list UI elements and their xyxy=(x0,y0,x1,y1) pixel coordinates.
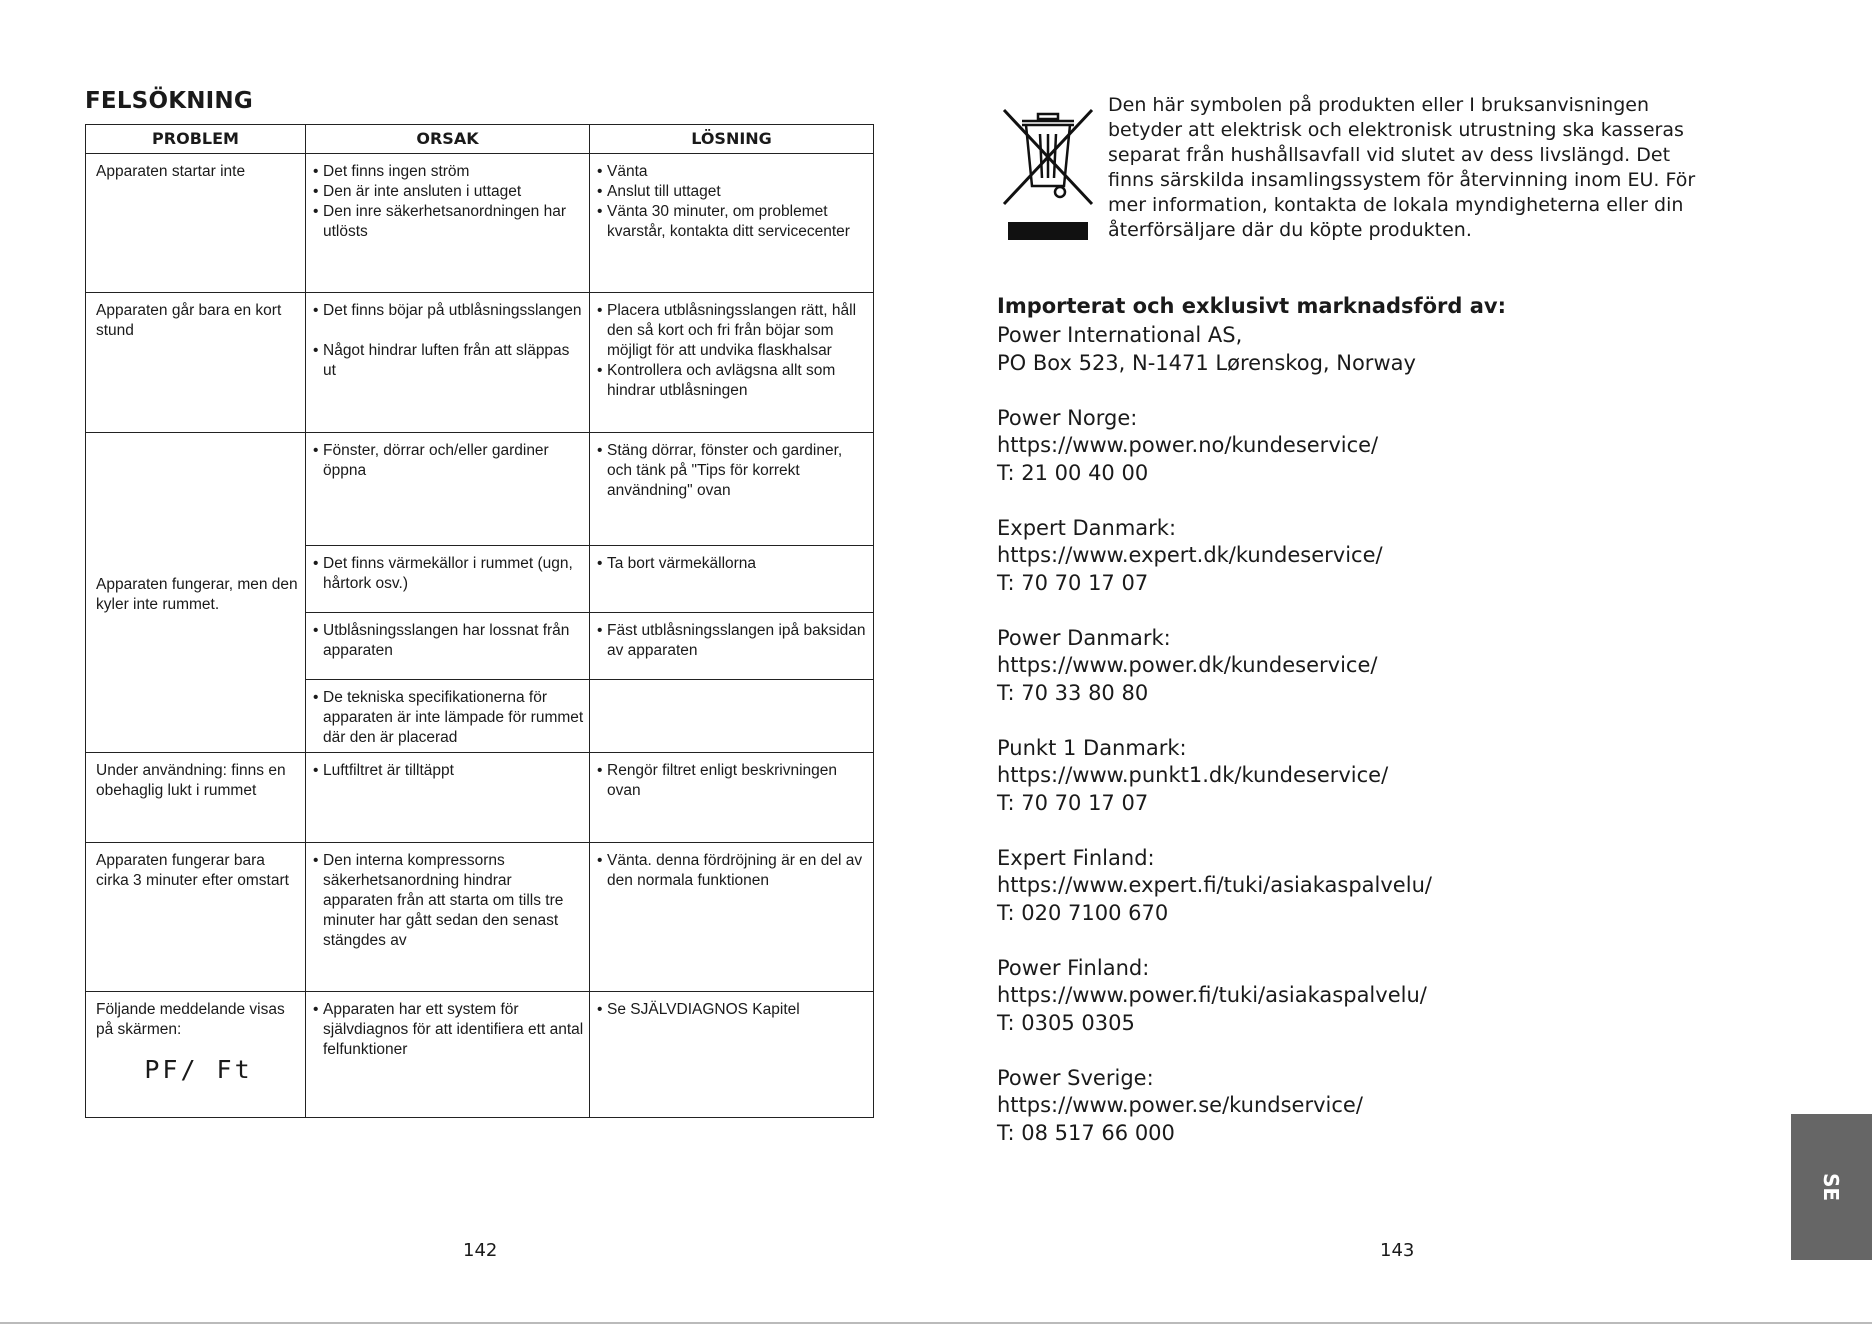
list-item: • Det finns värmekällor i rummet (ugn, hårtork osv.) xyxy=(310,554,585,594)
cause-cell xyxy=(306,546,590,613)
weee-disposal-notice: Den här symbolen på produkten eller I bruksanvisningen betyder att elektrisk och elektronisk utrustning ska kasseras separat från hushållsavfall vid slutet av dess livslängd. Det finns särskilda insamlingssystem för återvinning inom EU. För mer information, kontakta de lokala myndigheterna eller din återförsäljare där du köpte produkten. xyxy=(1108,94,1696,241)
contact-url[interactable]: https://www.punkt1.dk/kundeservice/ xyxy=(997,763,1389,787)
cause-list xyxy=(310,554,585,594)
list-item: • Fäst utblåsningsslangen ipå baksidan av apparaten xyxy=(594,621,869,661)
cause-cell xyxy=(306,154,590,293)
cause-cell xyxy=(306,680,590,753)
contact-power-sverige xyxy=(997,1065,1432,1148)
crossed-out-wheelie-bin-icon xyxy=(1000,106,1096,242)
contact-power-norge xyxy=(997,405,1432,488)
importer-address xyxy=(997,322,1432,377)
list-item: • Stäng dörrar, fönster och gardiner, och tänk på "Tips för korrekt användning" ovan xyxy=(594,441,869,501)
solution-list xyxy=(594,441,869,501)
contact-name: Power Sverige: xyxy=(997,1065,1154,1090)
table-row xyxy=(86,843,874,992)
list-item: • Se SJÄLVDIAGNOS Kapitel xyxy=(594,1000,869,1020)
troubleshooting-table xyxy=(85,124,874,1118)
contact-name: Expert Danmark: xyxy=(997,515,1177,540)
solution-list xyxy=(594,1000,869,1020)
contact-phone: T: 21 00 40 00 xyxy=(997,460,1149,485)
language-tab xyxy=(1791,1114,1872,1260)
cause-cell xyxy=(306,843,590,992)
header-solution: LÖSNING xyxy=(590,125,874,154)
problem-text: Under användning: finns en obehaglig lukt i rummet xyxy=(96,762,286,799)
solution-list xyxy=(594,301,869,401)
importer-heading: Importerat och exklusivt marknadsförd av: xyxy=(997,294,1506,318)
contact-block xyxy=(997,322,1432,1175)
contact-url[interactable]: https://www.power.se/kundservice/ xyxy=(997,1093,1363,1117)
cause-cell xyxy=(306,613,590,680)
header-problem: PROBLEM xyxy=(86,125,306,154)
cause-cell xyxy=(306,753,590,843)
table-row xyxy=(86,433,874,546)
problem-cell xyxy=(86,992,306,1118)
list-item: • De tekniska specifikationerna för apparaten är inte lämpade för rummet där den är placerad xyxy=(310,688,585,748)
list-item: • Den är inte ansluten i uttaget xyxy=(310,182,585,202)
list-item: • Ta bort värmekällorna xyxy=(594,554,869,574)
contact-url[interactable]: https://www.power.dk/kundeservice/ xyxy=(997,653,1378,677)
cause-list xyxy=(310,621,585,661)
list-item: • Vänta 30 minuter, om problemet kvarstår, kontakta ditt servicecenter xyxy=(594,202,869,242)
error-display-code: PF/ Ft xyxy=(144,1055,253,1084)
solution-cell xyxy=(590,992,874,1118)
cause-list xyxy=(310,301,585,381)
contact-power-danmark xyxy=(997,625,1432,708)
contact-phone: T: 0305 0305 xyxy=(997,1010,1135,1035)
solution-list xyxy=(594,851,869,891)
page-number: 143 xyxy=(1380,1240,1415,1261)
list-item: • Apparaten har ett system för självdiagnos för att identifiera ett antal felfunktioner xyxy=(310,1000,585,1060)
problem-text: Apparaten startar inte xyxy=(96,163,246,180)
importer-name: Power International AS, xyxy=(997,323,1243,347)
solution-list xyxy=(594,621,869,661)
contact-name: Punkt 1 Danmark: xyxy=(997,735,1187,760)
cause-list xyxy=(310,441,585,481)
solution-cell xyxy=(590,293,874,433)
list-item: • Luftfiltret är tilltäppt xyxy=(310,761,585,781)
solution-cell xyxy=(590,613,874,680)
page-number: 142 xyxy=(463,1240,498,1261)
cause-cell xyxy=(306,433,590,546)
contact-name: Expert Finland: xyxy=(997,845,1155,870)
solution-cell xyxy=(590,680,874,753)
problem-cell xyxy=(86,843,306,992)
contact-phone: T: 08 517 66 000 xyxy=(997,1120,1175,1145)
problem-text: Apparaten fungerar, men den kyler inte rummet. xyxy=(96,575,298,613)
list-item: • Fönster, dörrar och/eller gardiner öppna xyxy=(310,441,585,481)
solution-cell xyxy=(590,843,874,992)
list-item: • Utblåsningsslangen har lossnat från apparaten xyxy=(310,621,585,661)
list-item: • Något hindrar luften från att släppas ut xyxy=(310,341,585,381)
list-item: • Vänta xyxy=(594,162,869,182)
cause-list xyxy=(310,1000,585,1060)
contact-url[interactable]: https://www.expert.dk/kundeservice/ xyxy=(997,543,1383,567)
table-row xyxy=(86,154,874,293)
problem-cell xyxy=(86,293,306,433)
section-title: FELSÖKNING xyxy=(85,88,253,114)
list-item: • Det finns ingen ström xyxy=(310,162,585,182)
contact-name: Power Norge: xyxy=(997,405,1138,430)
right-page xyxy=(936,0,1872,1324)
importer-street: PO Box 523, N-1471 Lørenskog, Norway xyxy=(997,350,1416,375)
problem-text: Följande meddelande visas på skärmen: xyxy=(96,1001,285,1038)
contact-name: Power Danmark: xyxy=(997,625,1171,650)
table-row xyxy=(86,992,874,1118)
solution-cell xyxy=(590,546,874,613)
cause-list xyxy=(310,851,585,951)
cause-cell xyxy=(306,992,590,1118)
cause-list xyxy=(310,688,585,748)
cause-list xyxy=(310,761,585,781)
list-item: • Den inre säkerhetsanordningen har utlösts xyxy=(310,202,585,242)
contact-phone: T: 70 33 80 80 xyxy=(997,680,1149,705)
contact-url[interactable]: https://www.power.no/kundeservice/ xyxy=(997,433,1379,457)
list-item: • Anslut till uttaget xyxy=(594,182,869,202)
cause-list xyxy=(310,162,585,242)
contact-phone: T: 020 7100 670 xyxy=(997,900,1169,925)
language-tab-label: SE xyxy=(1819,1172,1844,1202)
cause-cell xyxy=(306,293,590,433)
contact-phone: T: 70 70 17 07 xyxy=(997,790,1149,815)
list-item: • Den interna kompressorns säkerhetsanordning hindrar apparaten från att starta om tills tre minuter har gått sedan den senast stängdes av xyxy=(310,851,585,951)
contact-punkt1-danmark xyxy=(997,735,1432,818)
contact-expert-danmark xyxy=(997,515,1432,598)
list-item: • Rengör filtret enligt beskrivningen ovan xyxy=(594,761,869,801)
solution-cell xyxy=(590,433,874,546)
problem-text: Apparaten går bara en kort stund xyxy=(96,302,282,339)
contact-power-finland xyxy=(997,955,1432,1038)
table-row xyxy=(86,753,874,843)
list-item: • Placera utblåsningsslangen rätt, håll den så kort och fri från böjar som möjligt för att undvika flaskhalsar xyxy=(594,301,869,361)
contact-phone: T: 70 70 17 07 xyxy=(997,570,1149,595)
list-item: • Det finns böjar på utblåsningsslangen xyxy=(310,301,585,321)
solution-list xyxy=(594,761,869,801)
table-row xyxy=(86,293,874,433)
list-item: • Vänta. denna fördröjning är en del av den normala funktionen xyxy=(594,851,869,891)
solution-cell xyxy=(590,753,874,843)
header-cause: ORSAK xyxy=(306,125,590,154)
contact-url[interactable]: https://www.power.fi/tuki/asiakaspalvelu/ xyxy=(997,983,1427,1007)
list-item: • Kontrollera och avlägsna allt som hindrar utblåsningen xyxy=(594,361,869,401)
contact-name: Power Finland: xyxy=(997,955,1150,980)
problem-cell xyxy=(86,154,306,293)
solution-list xyxy=(594,554,869,574)
problem-cell xyxy=(86,433,306,753)
solution-cell xyxy=(590,154,874,293)
contact-url[interactable]: https://www.expert.fi/tuki/asiakaspalvelu/ xyxy=(997,873,1432,897)
solution-list xyxy=(594,162,869,242)
contact-expert-finland xyxy=(997,845,1432,928)
problem-text: Apparaten fungerar bara cirka 3 minuter efter omstart xyxy=(96,852,289,889)
problem-cell xyxy=(86,753,306,843)
table-header-row xyxy=(86,125,874,154)
